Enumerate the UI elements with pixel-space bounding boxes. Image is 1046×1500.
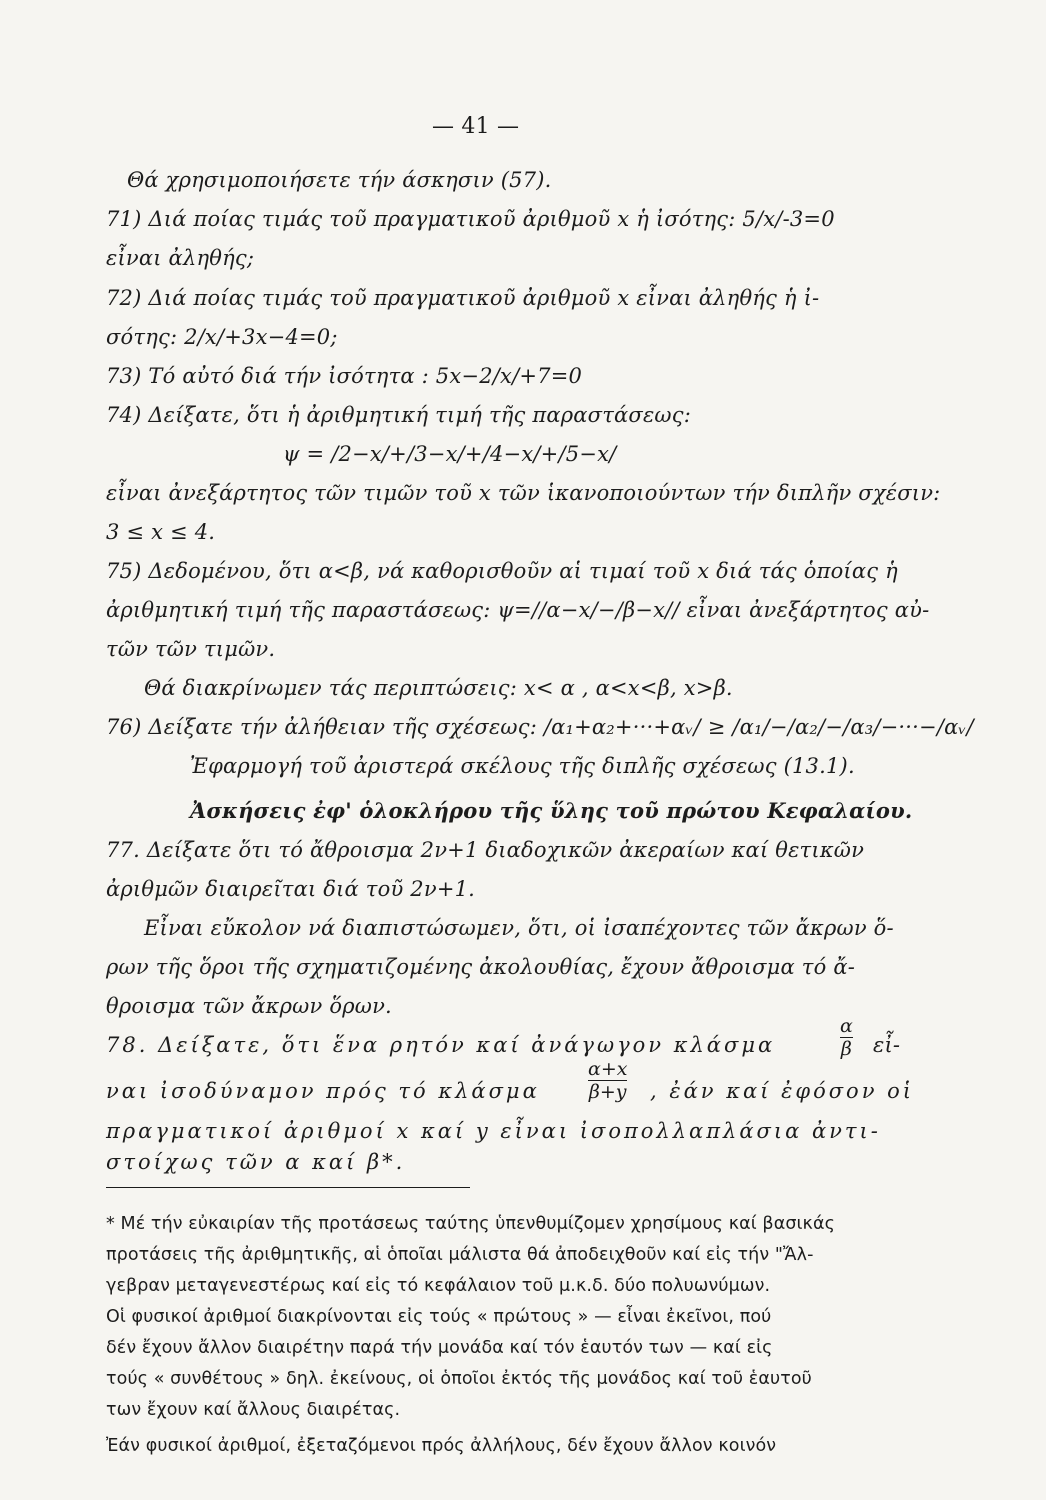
footnote-divider [106,1187,470,1188]
fraction-numerator: α+x [588,1058,628,1080]
fraction-denominator: β+y [588,1081,627,1103]
fraction-denominator: β [840,1038,852,1060]
footnote-line: Ἐάν φυσικοί ἀριθμοί, ἐξεταζόμενοι πρός ἀλλήλους, δέν ἔχουν ἄλλον κοινόν [106,1436,777,1456]
hint-line: Ἐφαρμογή τοῦ ἀριστερά σκέλους τῆς διπλῆς σχέσεως (13.1). [190,754,855,778]
formula-line: ψ = /2−x/+/3−x/+/4−x/+/5−x/ [283,442,617,466]
fraction-a-over-b [840,1015,853,1060]
footnote-line: τούς « συνθέτους » δηλ. ἐκείνους, οἱ ὁποῖοι ἐκτός τῆς μονάδος καί τοῦ ἑαυτοῦ [106,1369,812,1389]
text-line: 3 ≤ x ≤ 4. [106,520,216,544]
text-line: θροισμα τῶν ἄκρων ὅρων. [106,994,392,1018]
exercise-77: 77. Δείξατε ὅτι τό ἄθροισμα 2ν+1 διαδοχικῶν ἀκεραίων καί θετικῶν [106,838,865,862]
exercise-73: 73) Τό αὐτό διά τήν ἰσότητα : 5x−2/x/+7=0 [106,364,583,388]
exercise-76: 76) Δείξατε τήν ἀλήθειαν τῆς σχέσεως: /α₁+α₂+···+αᵥ/ ≥ /α₁/−/α₂/−/α₃/−···−/αᵥ/ [106,715,974,739]
text-line: Θά χρησιμοποιήσετε τήν άσκησιν (57). [127,168,552,192]
text-line: πραγματικοί ἀριθμοί x καί y εἶναι ἰσοπολλαπλάσια ἀντι- [106,1119,881,1143]
footnote-line: προτάσεις τῆς ἀριθμητικῆς, αἱ ὁποῖαι μάλιστα θά ἀποδειχθοῦν καί εἰς τήν "Ἄλ- [106,1245,814,1265]
text-line: ρων τῆς ὅροι τῆς σχηματιζομένης ἀκολουθίας, ἔχουν ἄθροισμα τό ἄ- [106,955,855,979]
text-line: σότης: 2/x/+3x−4=0; [106,325,338,349]
hint-line: Εἶναι εὔκολον νά διαπιστώσωμεν, ὅτι, οἱ ἰσαπέχοντες τῶν ἄκρων ὅ- [144,916,894,940]
exercise-78: 78. Δείξατε, ὅτι ἕνα ρητόν καί ἀνάγωγον κλάσμα [106,1033,776,1057]
footnote-line: * Μέ τήν εὐκαιρίαν τῆς προτάσεως ταύτης ὑπενθυμίζομεν χρησίμους καί βασικάς [106,1214,835,1234]
text-line: εἶναι ἀνεξάρτητος τῶν τιμῶν τοῦ x τῶν ἱκανοποιούντων τήν διπλῆν σχέσιν: [106,481,941,505]
section-heading: Ἀσκήσεις ἐφ' ὁλοκλήρου τῆς ὕλης τοῦ πρώτου Κεφαλαίου. [190,798,913,823]
exercise-72: 72) Διά ποίας τιμάς τοῦ πραγματικοῦ ἀριθμοῦ x εἶναι ἀληθής ἡ ἰ- [106,286,820,310]
hint-line: Θά διακρίνωμεν τάς περιπτώσεις: x< α , α<x<β, x>β. [144,676,733,700]
text-line: στοίχως τῶν α καί β*. [106,1150,406,1174]
fraction-ax-over-by [588,1058,627,1103]
text-line: , ἐάν καί ἐφόσον οἱ [650,1079,915,1103]
footnote-line: των ἔχουν καί ἄλλους διαιρέτας. [106,1400,401,1420]
exercise-71: 71) Διά ποίας τιμάς τοῦ πραγματικοῦ ἀριθμοῦ x ἡ ἰσότης: 5/x/-3=0 [106,207,835,231]
exercise-75: 75) Δεδομένου, ὅτι α<β, νά καθορισθοῦν αἱ τιμαί τοῦ x διά τάς ὁποίας ἡ [106,559,898,583]
text-line: τῶν τῶν τιμῶν. [106,637,276,661]
text-line: εἶ- [873,1033,901,1057]
page-number: — 41 — [432,114,520,139]
exercise-74: 74) Δείξατε, ὅτι ἡ ἀριθμητική τιμή τῆς παραστάσεως: [106,403,691,427]
footnote-line: γεβραν μεταγενεστέρως καί εἰς τό κεφάλαιον τοῦ μ.κ.δ. δύο πολυωνύμων. [106,1276,771,1296]
fraction-numerator: α [840,1015,853,1037]
footnote-line: Οἱ φυσικοί ἀριθμοί διακρίνονται εἰς τούς « πρώτους » — εἶναι ἐκεῖνοι, πού [106,1307,772,1327]
text-line: ναι ἰσοδύναμον πρός τό κλάσμα [106,1079,540,1103]
text-line: ἀριθμῶν διαιρεῖται διά τοῦ 2ν+1. [106,877,476,901]
footnote-line: δέν ἔχουν ἄλλον διαιρέτην παρά τήν μονάδα καί τόν ἑαυτόν των — καί εἰς [106,1338,773,1358]
text-line: εἶναι ἀληθής; [106,246,255,270]
text-line: ἀριθμητική τιμή τῆς παραστάσεως: ψ=//α−x/−/β−x// εἶναι ἀνεξάρτητος αὐ- [106,598,930,622]
